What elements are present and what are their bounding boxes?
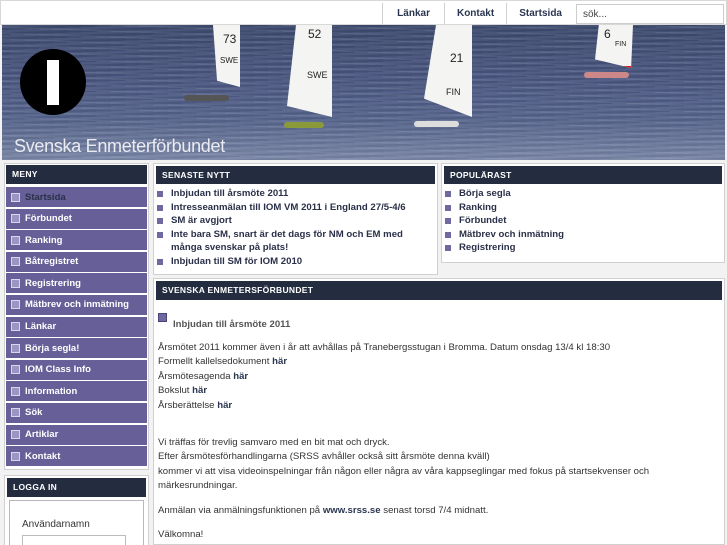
menu-item-startsida[interactable] bbox=[6, 187, 147, 207]
square-bullet-icon bbox=[157, 259, 163, 265]
login-box bbox=[4, 475, 149, 545]
doc-link[interactable]: här bbox=[192, 385, 208, 397]
sail-number: 21 bbox=[450, 51, 464, 65]
doc-link-row bbox=[158, 355, 722, 369]
srss-link[interactable]: www.srss.se bbox=[322, 504, 381, 516]
sail-image bbox=[424, 25, 472, 117]
square-bullet-icon bbox=[445, 245, 451, 251]
square-bullet-icon bbox=[158, 313, 167, 322]
menu-item-artiklar[interactable] bbox=[6, 425, 147, 445]
menu-item-borja-segla[interactable] bbox=[6, 338, 147, 358]
news-item-label: Inte bara SM, snart är det dags för NM och EM med många svenskar på plats! bbox=[171, 228, 403, 254]
top-bar bbox=[0, 0, 727, 25]
popular-item-label: Registrering bbox=[459, 242, 516, 254]
doc-link-row bbox=[158, 370, 722, 384]
square-bullet-icon bbox=[445, 205, 451, 211]
popular-box bbox=[441, 163, 725, 263]
doc-link-label: Årsberättelse bbox=[158, 399, 215, 411]
popular-item[interactable] bbox=[444, 214, 722, 228]
menu-item-batregistret[interactable] bbox=[6, 252, 147, 272]
menu-item-label: Länkar bbox=[25, 321, 57, 333]
square-bullet-icon bbox=[11, 387, 20, 396]
login-form bbox=[9, 500, 144, 545]
news-item[interactable] bbox=[156, 214, 435, 228]
popular-item-label: Förbundet bbox=[459, 215, 507, 227]
latest-news-box bbox=[153, 163, 438, 275]
sail-country: SWE bbox=[220, 56, 239, 65]
closing-text: Välkomna! bbox=[158, 529, 204, 541]
hull-image bbox=[184, 95, 229, 101]
menu-item-label: Kontakt bbox=[25, 450, 61, 462]
square-bullet-icon bbox=[445, 191, 451, 197]
sail-number: 6 bbox=[604, 27, 611, 41]
logo-bar bbox=[47, 60, 59, 105]
signup-prefix: Anmälan via anmälningsfunktionen på bbox=[158, 504, 321, 516]
top-link-lankar[interactable]: Länkar bbox=[382, 3, 444, 24]
doc-link-label: Bokslut bbox=[158, 385, 190, 397]
top-link-startsida[interactable]: Startsida bbox=[506, 3, 574, 24]
menu-item-iom-class-info[interactable] bbox=[6, 360, 147, 380]
square-bullet-icon bbox=[11, 236, 20, 245]
menu-item-label: IOM Class Info bbox=[25, 364, 91, 376]
top-navigation bbox=[382, 3, 574, 24]
square-bullet-icon bbox=[11, 430, 20, 439]
menu-item-label: Information bbox=[25, 385, 78, 397]
menu-item-label: Artiklar bbox=[25, 429, 59, 441]
news-item-label: Intresseanmälan till IOM VM 2011 i England 27/5-4/6 bbox=[171, 201, 406, 213]
sail-number: 52 bbox=[308, 27, 322, 41]
menu-item-matbrev[interactable] bbox=[6, 295, 147, 315]
menu-item-sok[interactable] bbox=[6, 403, 147, 423]
sail-country: FIN bbox=[446, 87, 461, 97]
menu-item-label: Mätbrev och inmätning bbox=[25, 299, 129, 311]
popular-item-label: Mätbrev och inmätning bbox=[459, 228, 565, 240]
square-bullet-icon bbox=[157, 191, 163, 197]
menu-item-information[interactable] bbox=[6, 381, 147, 401]
menu-item-lankar[interactable] bbox=[6, 317, 147, 337]
top-link-kontakt[interactable]: Kontakt bbox=[444, 3, 506, 24]
menu-item-label: Ranking bbox=[25, 234, 63, 246]
left-column bbox=[4, 163, 149, 545]
doc-link-label: Årsmötesagenda bbox=[158, 370, 231, 382]
article-intro bbox=[158, 341, 722, 413]
news-item-label: Inbjudan till årsmöte 2011 bbox=[171, 188, 289, 199]
menu-item-kontakt[interactable] bbox=[6, 446, 147, 466]
paragraph-line: kommer vi att visa videoinspelningar från någon eller några av våra kappseglingar med fokus på startsekvenser och märkesrundningar. bbox=[158, 465, 650, 492]
news-item-label: SM är avgjort bbox=[171, 215, 232, 227]
sail-country: SWE bbox=[307, 70, 328, 80]
doc-link[interactable]: här bbox=[217, 399, 233, 411]
signup-paragraph bbox=[158, 504, 722, 518]
square-bullet-icon bbox=[11, 408, 20, 417]
section-title: SVENSKA ENMETERSFÖRBUNDET bbox=[156, 281, 722, 300]
article-title[interactable]: Inbjudan till årsmöte 2011 bbox=[173, 319, 291, 330]
square-bullet-icon bbox=[11, 322, 20, 331]
username-input[interactable] bbox=[22, 535, 126, 545]
doc-link-row bbox=[158, 384, 722, 398]
main-menu bbox=[4, 163, 149, 470]
popular-item[interactable] bbox=[444, 228, 722, 242]
sail-image bbox=[595, 25, 633, 68]
popular-item-label: Börja segla bbox=[459, 188, 511, 199]
news-item[interactable] bbox=[156, 187, 435, 201]
sail-number: 73 bbox=[223, 32, 237, 46]
doc-link[interactable]: här bbox=[272, 356, 288, 368]
popular-item[interactable] bbox=[444, 201, 722, 215]
news-item[interactable] bbox=[156, 201, 435, 215]
square-bullet-icon bbox=[11, 452, 20, 461]
news-item-label: Inbjudan till SM för IOM 2010 bbox=[171, 255, 303, 267]
menu-list bbox=[6, 184, 147, 466]
square-bullet-icon bbox=[11, 344, 20, 353]
square-bullet-icon bbox=[11, 279, 20, 288]
square-bullet-icon bbox=[445, 218, 451, 224]
menu-title: MENY bbox=[6, 165, 147, 184]
doc-link-row bbox=[158, 399, 722, 413]
header-banner bbox=[2, 25, 725, 160]
square-bullet-icon bbox=[11, 257, 20, 266]
paragraph-line: Efter årsmötesförhandlingarna (SRSS avhåller också sitt årsmöte denna kväll) bbox=[158, 451, 490, 463]
popular-item-label: Ranking bbox=[459, 201, 497, 213]
article-heading bbox=[158, 313, 722, 330]
main-content bbox=[153, 278, 725, 545]
square-bullet-icon bbox=[11, 300, 20, 309]
menu-item-label: Registrering bbox=[25, 277, 81, 289]
doc-link[interactable]: här bbox=[233, 370, 249, 382]
menu-item-label: Börja segla! bbox=[25, 342, 80, 354]
square-bullet-icon bbox=[157, 205, 163, 211]
hull-image bbox=[284, 122, 324, 128]
search-input[interactable] bbox=[576, 4, 724, 24]
paragraph-line: Vi träffas för trevlig samvaro med en bit mat och dryck. bbox=[158, 437, 390, 449]
menu-item-label: Båtregistret bbox=[25, 256, 79, 268]
square-bullet-icon bbox=[11, 193, 20, 202]
square-bullet-icon bbox=[445, 232, 451, 238]
menu-item-label: Startsida bbox=[25, 191, 66, 203]
menu-item-ranking[interactable] bbox=[6, 230, 147, 250]
intro-text: Årsmötet 2011 kommer även i år att avhållas på Tranebergsstugan i Bromma. Datum onsdag 13/4 kl 18:30 bbox=[158, 342, 611, 353]
menu-item-registrering[interactable] bbox=[6, 273, 147, 293]
login-title: LOGGA IN bbox=[7, 478, 146, 497]
doc-link-label: Formellt kallelsedokument bbox=[158, 356, 270, 368]
square-bullet-icon bbox=[157, 218, 163, 224]
username-label: Användarnamn bbox=[22, 518, 90, 530]
signup-suffix: senast torsd 7/4 midnatt. bbox=[383, 504, 489, 516]
article-paragraph bbox=[158, 436, 722, 494]
popular-item[interactable] bbox=[444, 187, 722, 201]
news-item[interactable] bbox=[156, 228, 435, 255]
latest-news-list bbox=[156, 184, 435, 269]
site-title: Svenska Enmeterförbundet bbox=[14, 136, 225, 156]
popular-list bbox=[444, 184, 722, 255]
square-bullet-icon bbox=[157, 232, 163, 238]
sail-country: FIN bbox=[615, 41, 627, 48]
popular-title: POPULÄRAST bbox=[444, 166, 722, 184]
hull-image bbox=[584, 72, 629, 78]
menu-item-label: Sök bbox=[25, 407, 43, 419]
hull-image bbox=[414, 121, 459, 127]
square-bullet-icon bbox=[11, 214, 20, 223]
menu-item-label: Förbundet bbox=[25, 213, 72, 225]
square-bullet-icon bbox=[11, 365, 20, 374]
latest-news-title: SENASTE NYTT bbox=[156, 166, 435, 184]
news-item[interactable] bbox=[156, 255, 435, 269]
menu-item-forbundet[interactable] bbox=[6, 209, 147, 229]
popular-item[interactable] bbox=[444, 241, 722, 255]
